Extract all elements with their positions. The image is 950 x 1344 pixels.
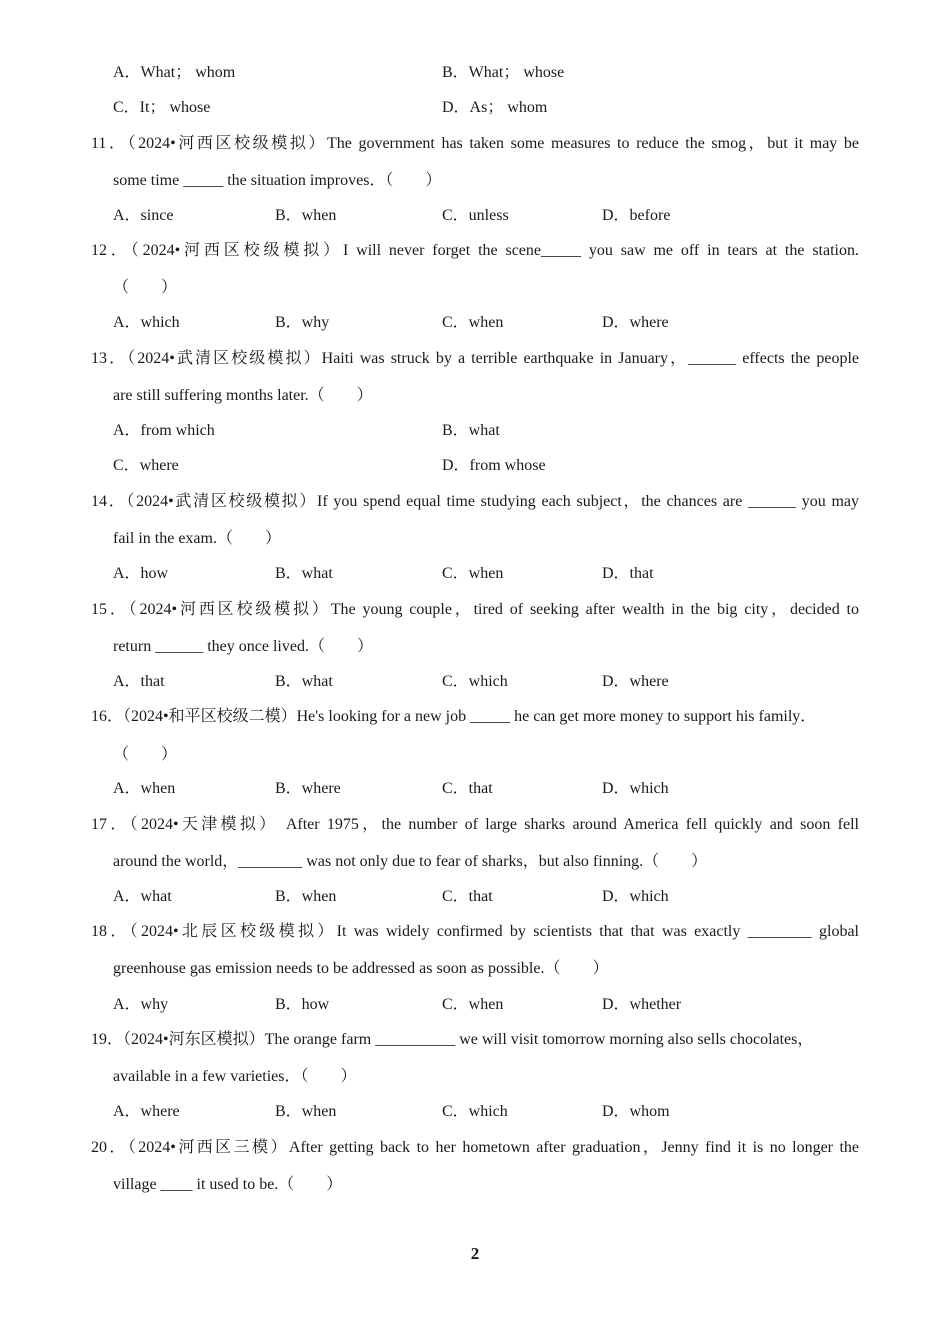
question-14-line-1: 14．（2024•武清区校级模拟）If you spend equal time studying each subject，the chances are ______ you may <box>91 493 859 510</box>
q10-option-a: A．What； whom <box>113 64 236 81</box>
question-20-line-1: 20．（2024•河西区三模）After getting back to her hometown after graduation，Jenny find it is no longer the <box>91 1139 859 1156</box>
q17-option-c: C．that <box>442 888 493 905</box>
question-19-line-2: available in a few varieties．（ ） <box>113 1068 357 1085</box>
q19-option-c: C．which <box>442 1103 508 1120</box>
q16-option-a: A．when <box>113 780 176 797</box>
q12-option-d: D．where <box>602 314 669 331</box>
question-14-line-2: fail in the exam.（ ） <box>113 530 281 547</box>
q18-option-d: D．whether <box>602 996 682 1013</box>
q18-option-c: C．when <box>442 996 504 1013</box>
q17-option-d: D．which <box>602 888 669 905</box>
q15-option-c: C．which <box>442 673 508 690</box>
q11-option-d: D．before <box>602 207 671 224</box>
q11-option-a: A．since <box>113 207 174 224</box>
q19-option-a: A．where <box>113 1103 180 1120</box>
q15-option-a: A．that <box>113 673 165 690</box>
q17-option-a: A．what <box>113 888 172 905</box>
q14-option-d: D．that <box>602 565 654 582</box>
question-15-line-1: 15．（2024•河西区校级模拟）The young couple，tired of seeking after wealth in the big city，decided to <box>91 601 859 618</box>
q10-option-c: C．It； whose <box>113 99 211 116</box>
q16-option-b: B．where <box>275 780 341 797</box>
question-16-line-1: 16．（2024•和平区校级二模）He's looking for a new job _____ he can get more money to support his family． <box>91 708 817 725</box>
question-11-line-1: 11．（2024•河西区校级模拟）The government has taken some measures to reduce the smog，but it may be <box>91 135 859 152</box>
q16-option-d: D．which <box>602 780 669 797</box>
q13-option-b: B．what <box>442 422 500 439</box>
question-16-line-2: （ ） <box>113 746 178 763</box>
question-11-line-2: some time _____ the situation improves．（ ） <box>113 172 442 189</box>
question-12-line-2: （ ） <box>113 279 178 296</box>
q13-option-a: A．from which <box>113 422 215 439</box>
q16-option-c: C．that <box>442 780 493 797</box>
question-13-line-1: 13．（2024•武清区校级模拟）Haiti was struck by a terrible earthquake in January，______ effects the people <box>91 350 859 367</box>
question-19-line-1: 19．（2024•河东区模拟）The orange farm __________ we will visit tomorrow morning also sells chocolates， <box>91 1031 814 1048</box>
q17-option-b: B．when <box>275 888 337 905</box>
q18-option-b: B．how <box>275 996 330 1013</box>
q10-option-b: B．What； whose <box>442 64 565 81</box>
q19-option-d: D．whom <box>602 1103 670 1120</box>
q11-option-b: B．when <box>275 207 337 224</box>
q12-option-a: A．which <box>113 314 180 331</box>
q12-option-c: C．when <box>442 314 504 331</box>
q13-option-d: D．from whose <box>442 457 546 474</box>
q14-option-b: B．what <box>275 565 333 582</box>
q18-option-a: A．why <box>113 996 169 1013</box>
question-18-line-2: greenhouse gas emission needs to be addressed as soon as possible.（ ） <box>113 960 609 977</box>
question-15-line-2: return ______ they once lived.（ ） <box>113 638 373 655</box>
q11-option-c: C．unless <box>442 207 509 224</box>
page-number: 2 <box>470 1244 480 1263</box>
question-13-line-2: are still suffering months later.（ ） <box>113 387 373 404</box>
question-12-line-1: 12．（2024•河西区校级模拟）I will never forget the scene_____ you saw me off in tears at the station. <box>91 242 859 259</box>
q10-option-d: D．As； whom <box>442 99 548 116</box>
q13-option-c: C．where <box>113 457 179 474</box>
question-17-line-1: 17．（2024•天津模拟） After 1975，the number of large sharks around America fell quickly and soon fell <box>91 816 859 833</box>
q19-option-b: B．when <box>275 1103 337 1120</box>
question-17-line-2: around the world，________ was not only due to fear of sharks，but also finning.（ ） <box>113 853 708 870</box>
question-18-line-1: 18．（2024•北辰区校级模拟）It was widely confirmed by scientists that that was exactly ________ global <box>91 923 859 940</box>
q14-option-a: A．how <box>113 565 169 582</box>
question-20-line-2: village ____ it used to be.（ ） <box>113 1176 343 1193</box>
q15-option-d: D．where <box>602 673 669 690</box>
q15-option-b: B．what <box>275 673 333 690</box>
q14-option-c: C．when <box>442 565 504 582</box>
q12-option-b: B．why <box>275 314 330 331</box>
